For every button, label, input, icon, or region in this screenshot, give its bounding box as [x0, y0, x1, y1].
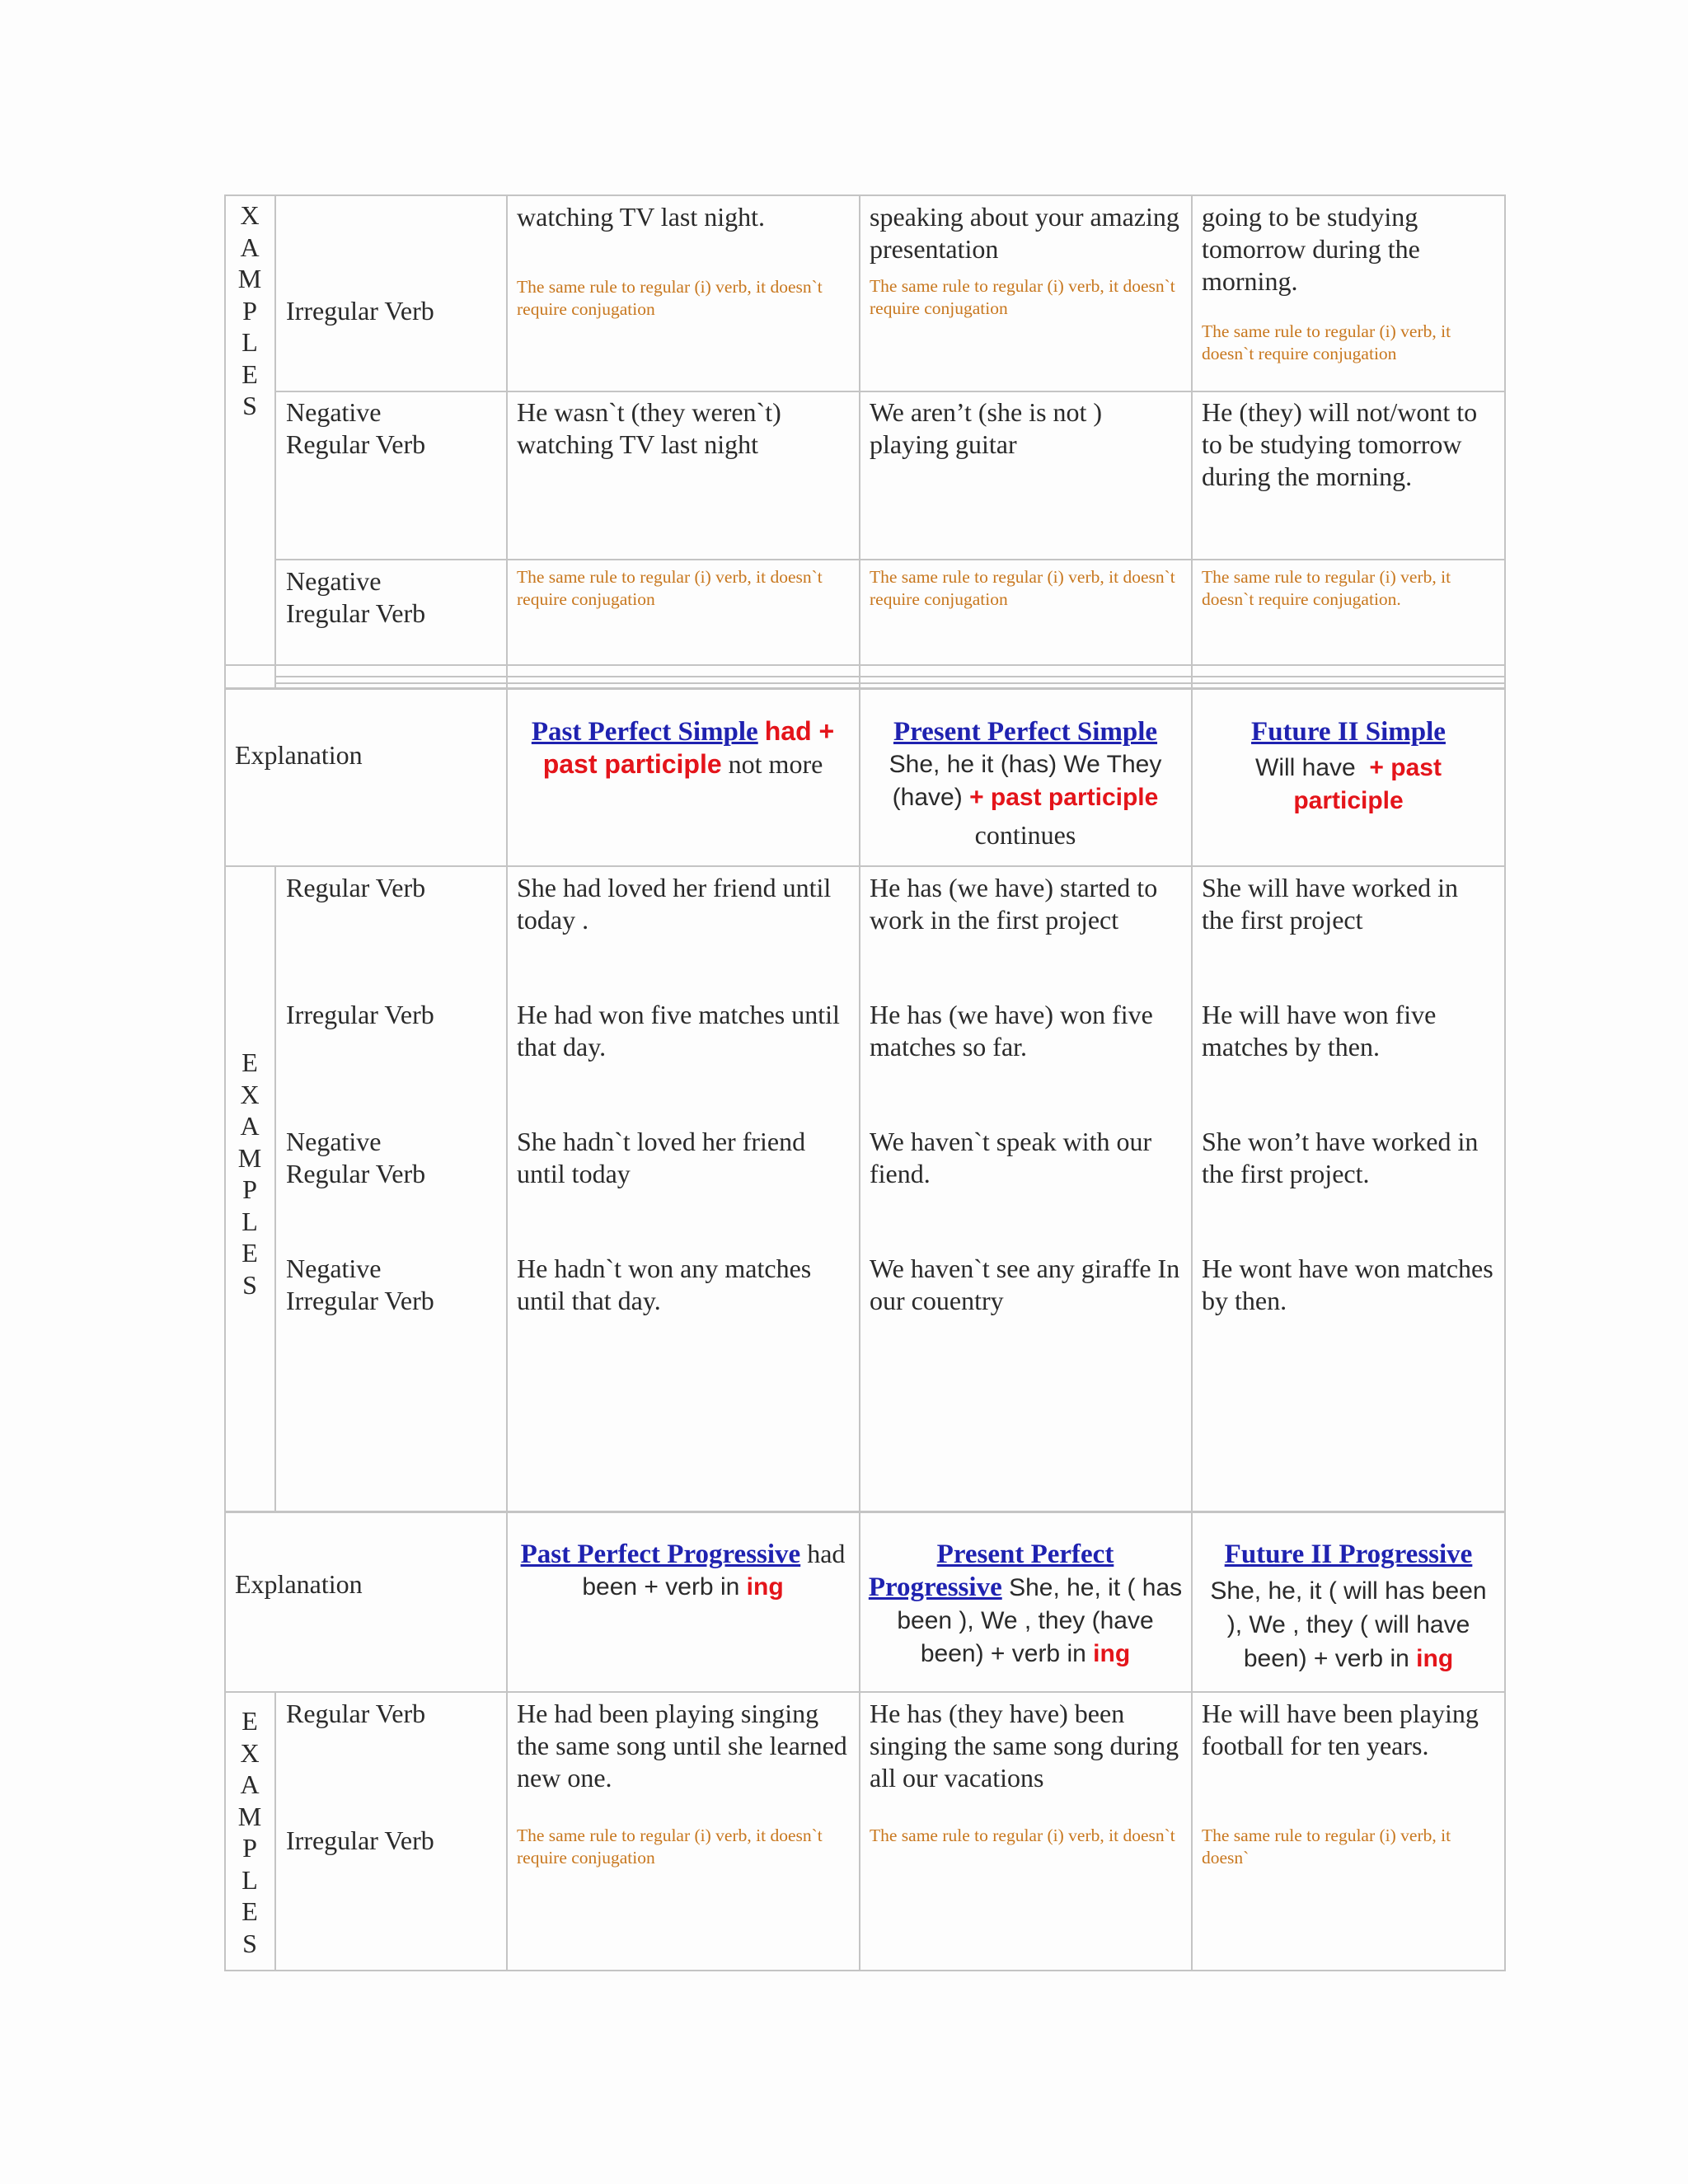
present-cell: He has (they have) been singing the same song during all our vacations: [870, 1699, 1179, 1793]
present-perfect-simple-link[interactable]: Present Perfect Simple: [893, 717, 1158, 747]
past-cell: [509, 201, 857, 321]
past-cell: He had been playing singing the same song until she learned new one.: [517, 1699, 847, 1793]
present-cell: We aren’t (she is not ) playing guitar: [870, 397, 1103, 459]
formula-text: She, he, it ( has: [1009, 1574, 1183, 1601]
row-label: Negative Irregular Verb: [286, 1254, 434, 1315]
future-cell: He will have been playing football for ten years.: [1202, 1699, 1479, 1760]
past-cell: She had loved her friend until today .: [517, 873, 832, 935]
examples-vertical-label: X A M P L E S: [237, 200, 262, 420]
future-cell: [1193, 201, 1503, 365]
formula-text: continues: [974, 820, 1076, 850]
examples-vertical-label: E X A M P L E S: [237, 1047, 262, 1300]
row-label: Regular Verb: [286, 1699, 426, 1728]
row-label: Negative Regular Verb: [286, 397, 426, 459]
future-cell: She won’t have worked in the first project.: [1202, 1127, 1479, 1188]
formula-text: been ), We , they (have: [897, 1607, 1154, 1634]
formula-highlight: + past: [1369, 754, 1442, 781]
past-perfect-simple-header: [509, 715, 857, 780]
formula-highlight: past participle: [542, 749, 722, 779]
present-cell: We haven`t speak with our fiend.: [870, 1127, 1152, 1188]
formula-highlight: had +: [764, 716, 835, 746]
rule-note: The same rule to regular (i) verb, it doesn`t require conjugation: [517, 1825, 823, 1868]
formula-highlight: ing: [1093, 1640, 1131, 1667]
formula-text: ), We , they ( will have: [1226, 1611, 1470, 1638]
past-cell: She hadn`t loved her friend until today: [517, 1127, 806, 1188]
future-ii-progressive-link[interactable]: Future II Progressive: [1224, 1540, 1473, 1569]
rule-note: The same rule to regular (i) verb, it doesn`t require conjugation: [870, 276, 1175, 318]
rule-note: The same rule to regular (i) verb, it doesn`t require conjugation: [517, 567, 823, 609]
rule-note: The same rule to regular (i) verb, it doesn`t require conjugation: [517, 277, 823, 319]
formula-highlight: participle: [1293, 787, 1404, 814]
future-cell: He (they) will not/wont to to be studying tomorrow during the morning.: [1202, 397, 1478, 491]
future-ii-progressive-header: [1193, 1538, 1503, 1675]
row-label: Regular Verb: [286, 873, 426, 902]
formula-text: Will have: [1255, 754, 1356, 781]
present-perfect-progressive-header: [861, 1538, 1189, 1671]
formula-text: (have): [892, 784, 963, 811]
present-perfect-simple-header: [861, 715, 1189, 851]
example-text: speaking about your amazing presentation: [870, 202, 1179, 264]
past-cell: He had won five matches until that day.: [517, 1000, 840, 1062]
examples-vertical-label: E X A M P L E S: [237, 1706, 262, 1958]
explanation-label: Explanation: [235, 740, 363, 770]
explanation-label: Explanation: [235, 1569, 363, 1599]
past-perfect-progressive-link[interactable]: Past Perfect Progressive: [520, 1540, 801, 1569]
rule-note: The same rule to regular (i) verb, it doesn`t require conjugation.: [1202, 567, 1451, 609]
past-perfect-simple-link[interactable]: Past Perfect Simple: [531, 717, 758, 747]
row-label: Negative Iregular Verb: [286, 566, 426, 628]
formula-highlight: ing: [746, 1573, 784, 1601]
rule-note: The same rule to regular (i) verb, it doesn`: [1202, 1825, 1451, 1868]
future-ii-simple-header: [1193, 715, 1503, 818]
row-label: Negative Regular Verb: [286, 1127, 426, 1188]
present-cell: He has (we have) won five matches so far.: [870, 1000, 1153, 1062]
present-cell: He has (we have) started to work in the first project: [870, 873, 1158, 935]
formula-text: not more: [728, 749, 823, 779]
present-cell: We haven`t see any giraffe In our couentry: [870, 1254, 1180, 1315]
rule-note: The same rule to regular (i) verb, it doesn`t require conjugation: [1202, 321, 1451, 363]
rule-note: The same rule to regular (i) verb, it doesn`t: [870, 1825, 1175, 1845]
formula-text: had: [807, 1539, 846, 1568]
future-cell: He wont have won matches by then.: [1202, 1254, 1493, 1315]
example-text: going to be studying tomorrow during the morning.: [1202, 202, 1420, 296]
future-ii-simple-link[interactable]: Future II Simple: [1251, 717, 1446, 747]
present-cell: [861, 201, 1189, 320]
past-cell: He hadn`t won any matches until that day.: [517, 1254, 812, 1315]
formula-text: been) + verb in: [920, 1640, 1086, 1667]
example-text: watching TV last night.: [517, 202, 766, 232]
past-perfect-progressive-header: [509, 1538, 857, 1604]
formula-text: been + verb in: [582, 1573, 740, 1601]
row-label: Irregular Verb: [286, 296, 434, 326]
formula-text: She, he, it ( will has been: [1210, 1577, 1487, 1605]
future-cell: She will have worked in the first project: [1202, 873, 1459, 935]
rule-note: The same rule to regular (i) verb, it doesn`t require conjugation: [870, 567, 1175, 609]
formula-text: been) + verb in: [1243, 1645, 1409, 1672]
past-cell: He wasn`t (they weren`t) watching TV last night: [517, 397, 781, 459]
formula-highlight: + past participle: [969, 784, 1159, 811]
future-cell: He will have won five matches by then.: [1202, 1000, 1437, 1062]
formula-text: She, he it (has) We They: [889, 751, 1162, 778]
present-perfect-progressive-link[interactable]: Progressive: [868, 1572, 1002, 1602]
present-perfect-progressive-link[interactable]: Present Perfect: [936, 1540, 1114, 1569]
row-label: Irregular Verb: [286, 1825, 434, 1855]
row-label: Irregular Verb: [286, 1000, 434, 1029]
formula-highlight: ing: [1416, 1645, 1454, 1672]
